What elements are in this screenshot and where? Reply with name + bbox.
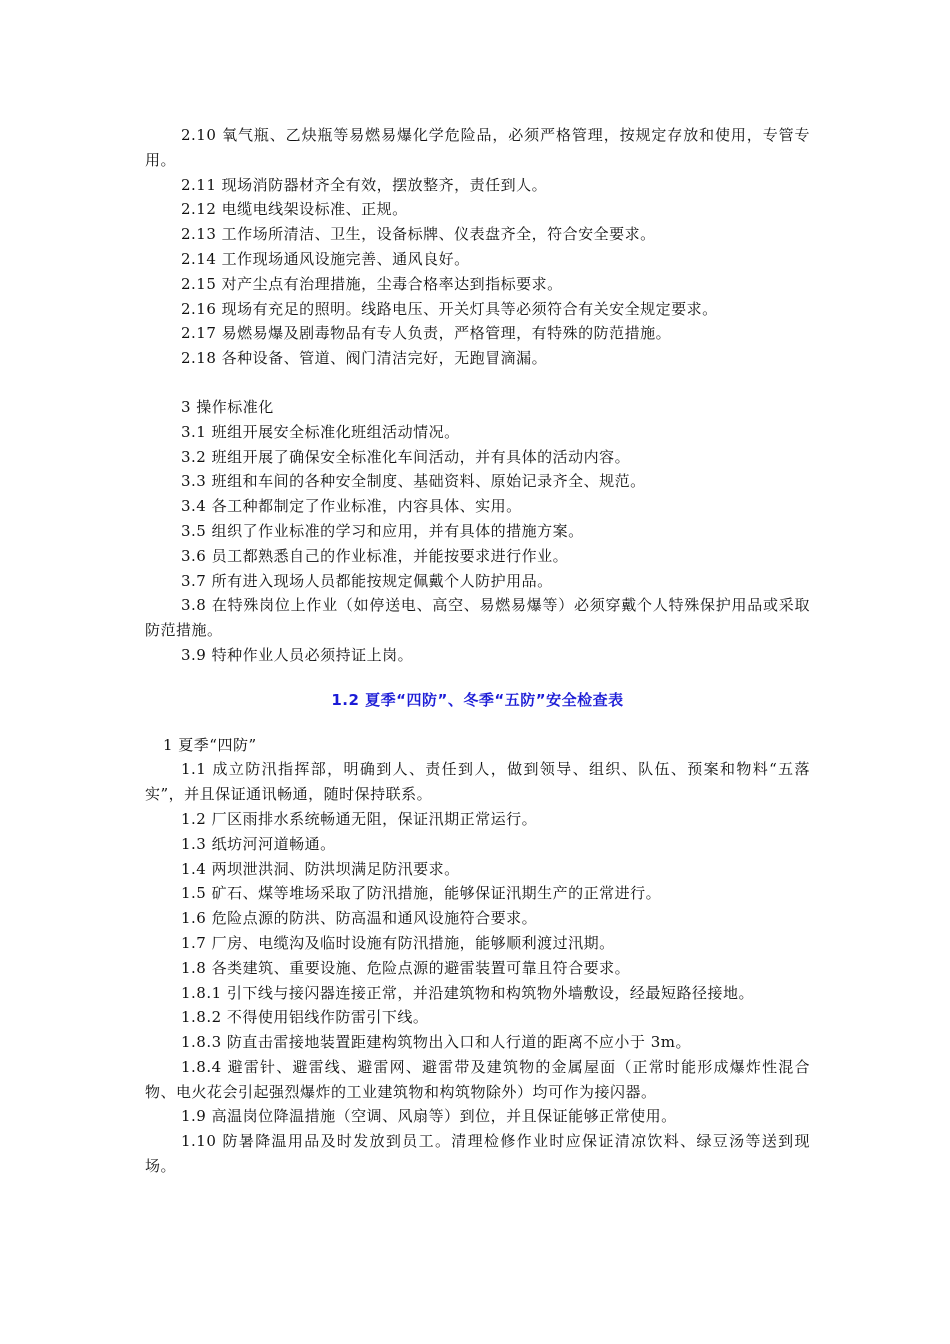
- paragraph-1-10: 1.10 防暑降温用品及时发放到员工。清理检修作业时应保证清凉饮料、绿豆汤等送到现场。: [145, 1132, 810, 1176]
- paragraph-3-1: 3.1 班组开展安全标准化班组活动情况。: [181, 422, 460, 441]
- paragraph-3-5: 3.5 组织了作业标准的学习和应用，并有具体的措施方案。: [181, 521, 584, 540]
- paragraph-2-17: 2.17 易燃易爆及剧毒物品有专人负责，严格管理，有特殊的防范措施。: [181, 324, 672, 343]
- paragraph-3-9: 3.9 特种作业人员必须持证上岗。: [181, 645, 414, 664]
- section-heading: 1.2 夏季“四防”、冬季“五防”安全检查表: [331, 690, 624, 709]
- paragraph-3-8: 3.8 在特殊岗位上作业（如停送电、高空、易燃易爆等）必须穿戴个人特殊保护用品或采取防范措施。: [145, 596, 810, 640]
- paragraph-1-8-1: 1.8.1 引下线与接闪器连接正常，并沿建筑物和构筑物外墙敷设，经最短路径接地。: [181, 983, 754, 1002]
- paragraph-2-18: 2.18 各种设备、管道、阀门清洁完好，无跑冒滴漏。: [181, 349, 548, 368]
- paragraph-2-10: 2.10 氧气瓶、乙炔瓶等易燃易爆化学危险品，必须严格管理，按规定存放和使用，专管专用。: [145, 126, 810, 169]
- paragraph-2-15: 2.15 对产尘点有治理措施，尘毒合格率达到指标要求。: [181, 274, 563, 293]
- paragraph-1-2: 1.2 厂区雨排水系统畅通无阻，保证汛期正常运行。: [181, 809, 538, 828]
- section-3-list: [145, 420, 810, 668]
- paragraph-1-8: 1.8 各类建筑、重要设施、危险点源的避雷装置可靠且符合要求。: [181, 958, 631, 977]
- paragraph-1-8-2: 1.8.2 不得使用铝线作防雷引下线。: [181, 1008, 429, 1027]
- paragraph-1-4: 1.4 两坝泄洪洞、防洪坝满足防汛要求。: [181, 859, 460, 878]
- paragraph-3-7: 3.7 所有进入现场人员都能按规定佩戴个人防护用品。: [181, 571, 553, 590]
- paragraph-3-4: 3.4 各工种都制定了作业标准，内容具体、实用。: [181, 497, 522, 516]
- paragraph-1-6: 1.6 危险点源的防洪、防高温和通风设施符合要求。: [181, 909, 538, 928]
- paragraph-2-11: 2.11 现场消防器材齐全有效，摆放整齐，责任到人。: [181, 175, 548, 194]
- paragraph-2-16: 2.16 现场有充足的照明。线路电压、开关灯具等必须符合有关安全规定要求。: [181, 299, 718, 318]
- paragraph-3-2: 3.2 班组开展了确保安全标准化车间活动，并有具体的活动内容。: [181, 447, 631, 466]
- paragraph-1-3: 1.3 纸坊河河道畅通。: [181, 834, 336, 853]
- paragraph-1-7: 1.7 厂房、电缆沟及临时设施有防汛措施，能够顺利渡过汛期。: [181, 933, 615, 952]
- paragraph-1-8-3: 1.8.3 防直击雷接地装置距建构筑物出入口和人行道的距离不应小于 3m。: [181, 1033, 691, 1052]
- section-2-list: [145, 123, 810, 371]
- section-3-title: 3 操作标准化: [181, 397, 274, 416]
- summer-list: [145, 757, 810, 1179]
- spacer: [145, 371, 810, 395]
- summer-title: 1 夏季“四防”: [163, 735, 257, 754]
- paragraph-2-13: 2.13 工作场所清洁、卫生，设备标牌、仪表盘齐全，符合安全要求。: [181, 225, 656, 244]
- spacer: [145, 668, 810, 688]
- document-body: [145, 123, 810, 1179]
- paragraph-1-5: 1.5 矿石、煤等堆场采取了防汛措施，能够保证汛期生产的正常进行。: [181, 884, 662, 903]
- paragraph-1-1: 1.1 成立防汛指挥部，明确到人、责任到人，做到领导、组织、队伍、预案和物料“五落实”，并且保证通讯畅通，随时保持联系。: [145, 760, 810, 804]
- paragraph-2-12: 2.12 电缆电线架设标准、正规。: [181, 200, 408, 219]
- paragraph-3-3: 3.3 班组和车间的各种安全制度、基础资料、原始记录齐全、规范。: [181, 472, 646, 491]
- paragraph-1-9: 1.9 高温岗位降温措施（空调、风扇等）到位，并且保证能够正常使用。: [181, 1107, 677, 1126]
- paragraph-3-6: 3.6 员工都熟悉自己的作业标准，并能按要求进行作业。: [181, 546, 569, 565]
- paragraph-2-14: 2.14 工作现场通风设施完善、通风良好。: [181, 249, 470, 268]
- spacer: [145, 713, 810, 733]
- paragraph-1-8-4: 1.8.4 避雷针、避雷线、避雷网、避雷带及建筑物的金属屋面（正常时能形成爆炸性混合物、电火花会引起强烈爆炸的工业建筑物和构筑物除外）均可作为接闪器。: [145, 1057, 810, 1101]
